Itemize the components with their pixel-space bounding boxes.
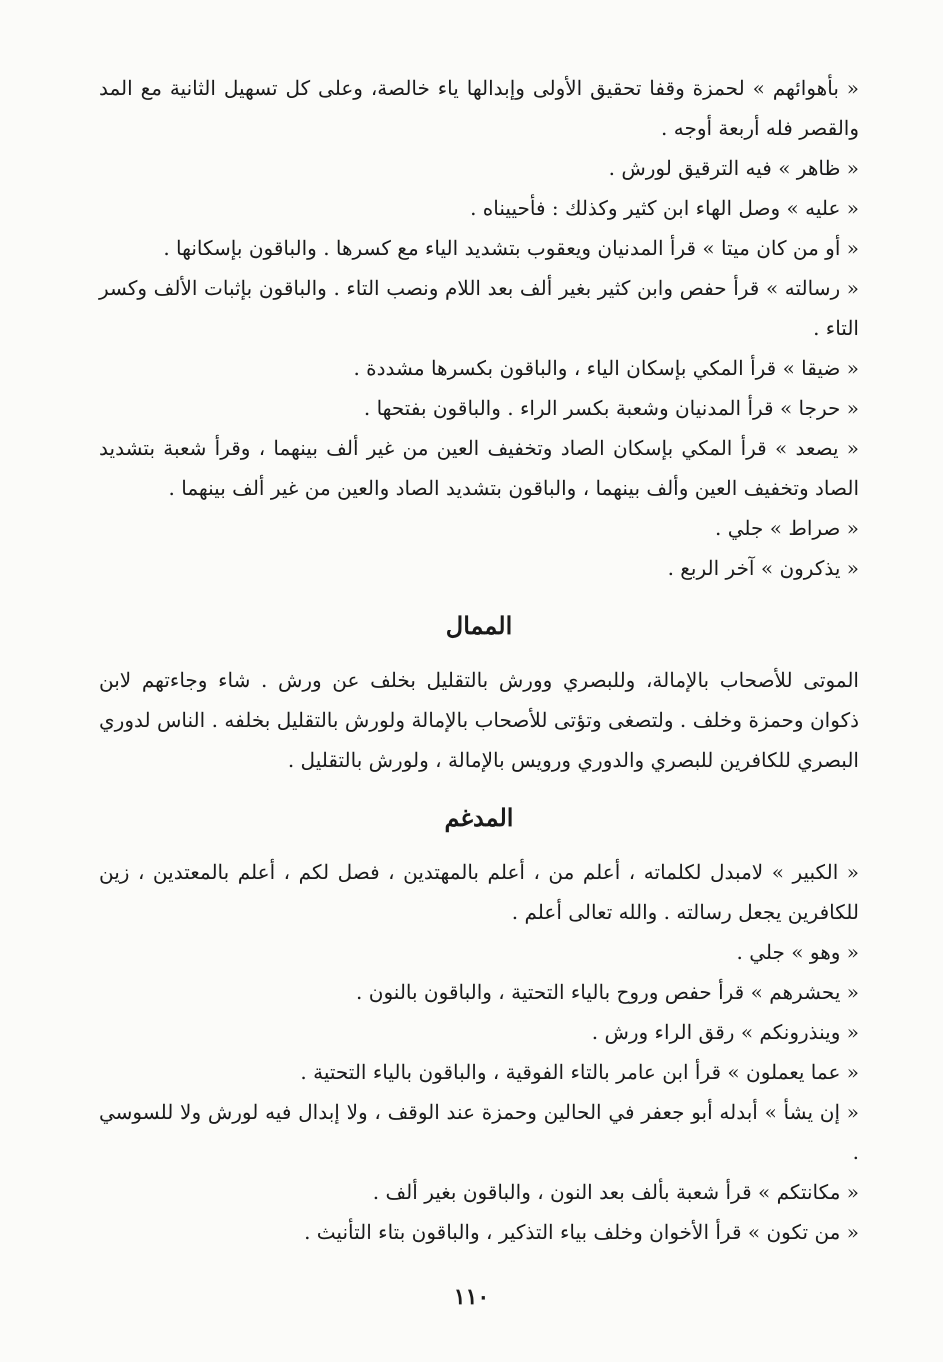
- text-line: « وينذرونكم » رقق الراء ورش .: [591, 1020, 859, 1044]
- page-content: [99, 68, 859, 1252]
- section-heading-mudgham: المدغم: [444, 803, 514, 832]
- text-line: « يحشرهم » قرأ حفص وروح بالياء التحتية ، والباقون بالنون .: [356, 980, 859, 1004]
- text-line: « وهو » جلي .: [736, 940, 859, 964]
- text-line: « بأهوائهم » لحمزة وقفا تحقيق الأولى وإبدالها ياء خالصة، وعلى كل تسهيل الثانية مع المد والقصر فله أربعة أوجه .: [99, 76, 859, 140]
- text-line: « الكبير » لامبدل لكلماته ، أعلم من ، أعلم بالمهتدين ، فصل لكم ، أعلم بالمعتدين ، زين للكافرين يجعل رسالته . والله تعالى أعلم .: [99, 860, 859, 924]
- text-line: « إن يشأ » أبدله أبو جعفر في الحالين وحمزة عند الوقف ، ولا إبدال فيه لورش ولا للسوسي .: [99, 1100, 859, 1164]
- text-line: الموتى للأصحاب بالإمالة، وللبصري وورش بالتقليل بخلف عن ورش . شاء وجاءتهم لابن ذكوان وحمزة وخلف . ولتصغى وتؤتى للأصحاب بالإمالة ولورش بالتقليل بخلفه . الناس لدوري البصري للكافرين للبصري والدوري ورويس بالإمالة ، ولورش بالتقليل .: [99, 668, 859, 772]
- page-number: ١١٠: [453, 1284, 490, 1310]
- text-line: « ضيقا » قرأ المكي بإسكان الياء ، والباقون بكسرها مشددة .: [353, 356, 859, 380]
- text-line: « رسالته » قرأ حفص وابن كثير بغير ألف بعد اللام ونصب التاء . والباقون بإثبات الألف وكسر التاء .: [99, 276, 859, 340]
- text-line: « عليه » وصل الهاء ابن كثير وكذلك : فأحييناه .: [470, 196, 859, 220]
- text-line: « حرجا » قرأ المدنيان وشعبة بكسر الراء . والباقون بفتحها .: [363, 396, 859, 420]
- text-line: « يذكرون » آخر الربع .: [667, 556, 859, 580]
- section-heading-mumal: الممال: [445, 611, 513, 640]
- text-line: « أو من كان ميتا » قرأ المدنيان ويعقوب بتشديد الياء مع كسرها . والباقون بإسكانها .: [163, 236, 859, 260]
- text-line: « من تكون » قرأ الأخوان وخلف بياء التذكير ، والباقون بتاء التأنيث .: [304, 1220, 859, 1244]
- text-line: « ظاهر » فيه الترقيق لورش .: [608, 156, 859, 180]
- text-line: « صراط » جلي .: [715, 516, 859, 540]
- text-line: « مكانتكم » قرأ شعبة بألف بعد النون ، والباقون بغير ألف .: [372, 1180, 859, 1204]
- text-line: « عما يعملون » قرأ ابن عامر بالتاء الفوقية ، والباقون بالياء التحتية .: [300, 1060, 859, 1084]
- text-line: « يصعد » قرأ المكي بإسكان الصاد وتخفيف العين من غير ألف بينهما ، وقرأ شعبة بتشديد الصاد وتخفيف العين وألف بينهما ، والباقون بتشديد الصاد والعين من غير ألف بينهما .: [99, 436, 859, 500]
